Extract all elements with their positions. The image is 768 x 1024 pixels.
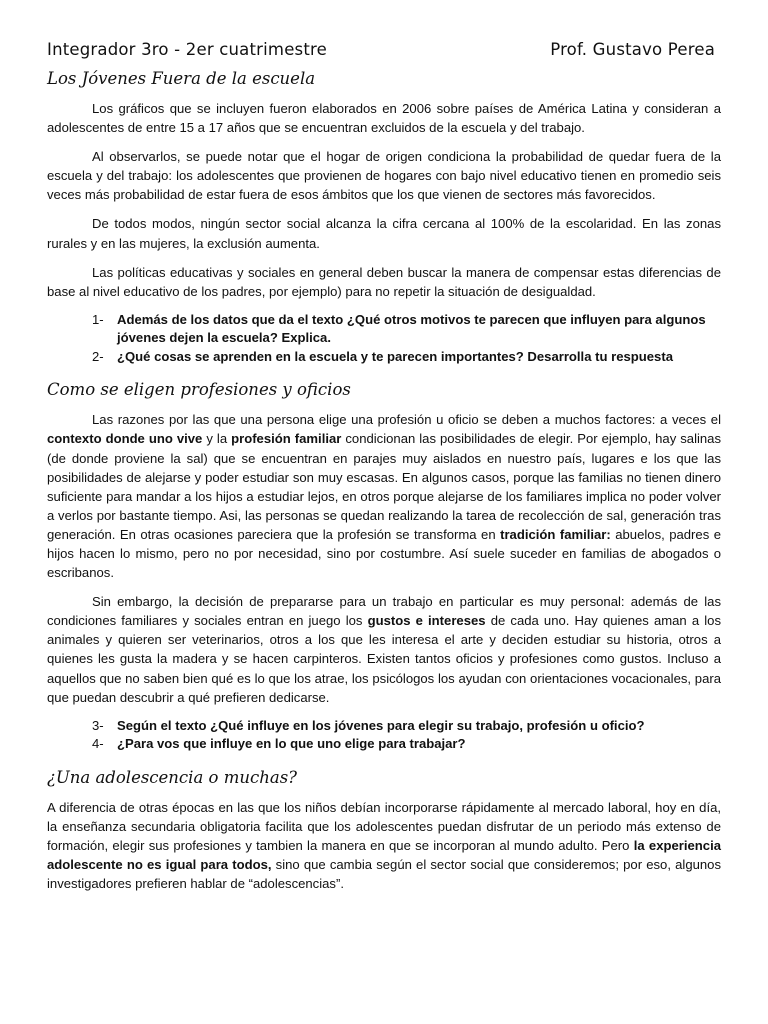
question-text: ¿Para vos que influye en lo que uno elige para trabajar?: [117, 736, 466, 752]
text-run: condicionan las posibilidades de elegir. Por ejemplo, hay salinas (de donde proviene la sal) que se encuentran en parajes muy aislados en nuestro país, lugares e los que las posibilidades de alejarse y poder estudiar son muy escasas. En algunos casos, porque las familias no tienen dinero suficiente para mandar a los hijos a estudiar lejos, en otros porque alejarse de los familiares implica no poder volver a verlos por bastante tiempo. Asi, las personas se quedan realizando la tarea de recolección de sal, generación tras generación. En otras ocasiones pareciera que la profesión se transforma en: [47, 431, 722, 542]
text-run: abuelos, padres e hijos hacen lo mismo, pero no por necesidad, sino por costumbre. Así suele suceder en familias de abogados o escribanos.: [47, 526, 721, 581]
bold-run: contexto donde uno vive: [47, 431, 203, 447]
section-title-profesiones: Como se eligen profesiones y oficios: [47, 380, 351, 400]
page-header: [47, 40, 721, 59]
question-text: ¿Qué cosas se aprenden en la escuela y te parecen importantes? Desarrolla tu respuesta: [117, 348, 673, 364]
paragraph: [47, 592, 721, 707]
question-number: 4-: [92, 736, 104, 752]
question-item: [47, 348, 721, 367]
question-item: [47, 311, 721, 348]
question-list: [47, 717, 721, 754]
paragraph: Las políticas educativas y sociales en general deben buscar la manera de compensar estas diferencias de base al nivel educativo de los padres, por ejemplo) para no repetir la situación de desigualdad.: [47, 264, 721, 299]
bold-run: la experiencia adolescente no es igual para todos,: [47, 837, 721, 873]
text-run: Las razones por las que una persona elige una profesión u oficio se deben a muchos factores: a veces el: [92, 412, 721, 428]
paragraph: [47, 798, 721, 893]
course-title: Integrador 3ro - 2er cuatrimestre: [47, 40, 327, 59]
question-number: 1-: [92, 311, 104, 327]
section-title-adolescencia: ¿Una adolescencia o muchas?: [47, 767, 298, 787]
question-text: Además de los datos que da el texto ¿Qué otros motivos te parecen que influyen para algunos jóvenes dejen la escuela? Explica.: [117, 311, 706, 346]
question-text: Según el texto ¿Qué influye en los jóvenes para elegir su trabajo, profesión u oficio?: [117, 717, 645, 733]
text-run: Sin embargo, la decisión de prepararse para un trabajo en particular es muy personal: además de las condiciones familiares y sociales entran en juego los: [47, 594, 721, 629]
paragraph: Los gráficos que se incluyen fueron elaborados en 2006 sobre países de América Latina y consideran a adolescentes de entre 15 a 17 años que se encuentran excluidos de la escuela y del trabajo.: [47, 101, 721, 136]
text-run: de cada uno. Hay quienes aman a los animales y quieren ser veterinarios, otros a los que les interesa el arte y deciden estudiar su historia, otros a quienes les gusta la madera y se hacen carpinteros. Existen tantos oficios y profesiones como gustos. Incluso a aquellos que no saben bien qué es lo que los atrae, los psicólogos los ayudan con orientaciones vocacionales, para que puedan descubrir a qué prefieren dedicarse.: [47, 613, 721, 705]
bold-run: tradición familiar:: [500, 526, 611, 542]
question-number: 3-: [92, 717, 104, 733]
text-run: y la: [202, 431, 232, 447]
text-run: A diferencia de otras épocas en las que los niños debían incorporarse rápidamente al mercado laboral, hoy en día, la enseñanza secundaria obligatoria facilita que los adolescentes puedan disfrutar de un periodo más extenso de formación, elegir sus profesiones y tambien la manera en que se incorporan al mundo adulto. Pero: [47, 799, 721, 853]
question-item: [47, 717, 721, 736]
question-item: [47, 735, 721, 754]
question-list: [47, 311, 721, 367]
text-run: sino que cambia según el sector social que consideremos; por eso, algunos investigadores prefieren hablar de “adolescencias”.: [47, 857, 721, 892]
question-number: 2-: [92, 348, 104, 364]
paragraph: Al observarlos, se puede notar que el hogar de origen condiciona la probabilidad de quedar fuera de la escuela y del trabajo: los adolescentes que provienen de hogares con bajo nivel educativo tienen en promedio seis veces más probabilidad de estar fuera de esos ámbitos que los que vienen de sectores más favorecidos.: [47, 149, 721, 203]
bold-run: gustos e intereses: [367, 613, 486, 629]
section-title-jovenes-fuera: Los Jóvenes Fuera de la escuela: [47, 69, 316, 88]
paragraph: [47, 410, 721, 582]
bold-run: profesión familiar: [231, 431, 342, 447]
teacher-name: Prof. Gustavo Perea: [550, 40, 715, 59]
paragraph: De todos modos, ningún sector social alcanza la cifra cercana al 100% de la escolaridad. En las zonas rurales y en las mujeres, la exclusión aumenta.: [47, 216, 721, 251]
